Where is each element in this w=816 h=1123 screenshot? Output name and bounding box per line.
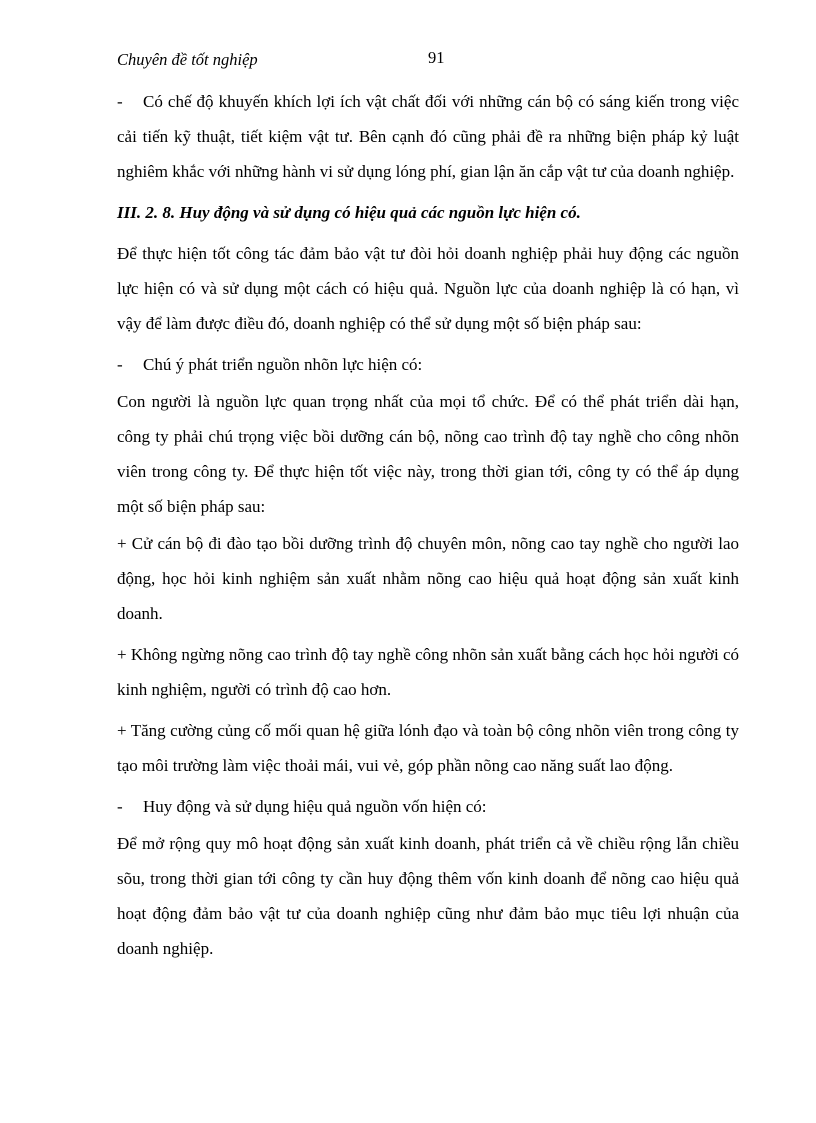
bullet-dash: - — [117, 797, 123, 816]
bullet-capital — [117, 789, 739, 824]
paragraph-incentive-text: Có chế độ khuyến khích lợi ích vật chất đối với những cán bộ có sáng kiến trong việc cải tiến kỹ thuật, tiết kiệm vật tư. Bên cạnh đó cũng phải đề ra những biện pháp kỷ luật nghiêm khắc với những hành vi sử dụng lóng phí, gian lận ăn cắp vật tư của doanh nghiệp. — [117, 92, 739, 181]
paragraph-incentive — [117, 84, 739, 189]
bullet-capital-text: Huy động và sử dụng hiệu quả nguồn vốn hiện có: — [143, 797, 487, 816]
bullet-dash: - — [117, 92, 123, 111]
measure-skills: + Không ngừng nõng cao trình độ tay nghề công nhõn sản xuất bằng cách học hỏi người có kinh nghiệm, người có trình độ cao hơn. — [117, 645, 739, 699]
paragraph-capital: Để mở rộng quy mô hoạt động sản xuất kinh doanh, phát triển cả về chiều rộng lẫn chiều sõu, trong thời gian tới công ty cần huy động thêm vốn kinh doanh để nõng cao hiệu quả hoạt động đảm bảo vật tư của doanh nghiệp cũng như đảm bảo mục tiêu lợi nhuận của doanh nghiệp. — [117, 834, 739, 958]
bullet-human-resources — [117, 347, 739, 382]
body-text — [117, 84, 739, 972]
measure-relations: + Tăng cường củng cố mối quan hệ giữa lónh đạo và toàn bộ công nhõn viên trong công ty tạo môi trường làm việc thoải mái, vui vẻ, góp phần nõng cao năng suất lao động. — [117, 721, 739, 775]
paragraph-intro: Để thực hiện tốt công tác đảm bảo vật tư đòi hỏi doanh nghiệp phải huy động các nguồn lực hiện có và sử dụng một cách có hiệu quả. Nguồn lực của doanh nghiệp là có hạn, vì vậy để làm được điều đó, doanh nghiệp có thể sử dụng một số biện pháp sau: — [117, 244, 739, 333]
paragraph-people: Con người là nguồn lực quan trọng nhất của mọi tổ chức. Để có thể phát triển dài hạn, công ty phải chú trọng việc bồi dưỡng cán bộ, nõng cao trình độ tay nghề cho công nhõn viên trong công ty. Để thực hiện tốt việc này, trong thời gian tới, công ty có thể áp dụng một số biện pháp sau: — [117, 392, 739, 516]
bullet-human-resources-text: Chú ý phát triển nguồn nhõn lực hiện có: — [143, 355, 423, 374]
section-heading: III. 2. 8. Huy động và sử dụng có hiệu quả các nguồn lực hiện có. — [117, 203, 581, 222]
running-header: Chuyên đề tốt nghiệp — [117, 50, 258, 69]
page-number: 91 — [428, 48, 445, 67]
measure-training: + Cử cán bộ đi đào tạo bồi dưỡng trình độ chuyên môn, nõng cao tay nghề cho người lao động, học hỏi kinh nghiệm sản xuất nhằm nõng cao hiệu quả hoạt động sản xuất kinh doanh. — [117, 534, 739, 623]
bullet-dash: - — [117, 355, 123, 374]
